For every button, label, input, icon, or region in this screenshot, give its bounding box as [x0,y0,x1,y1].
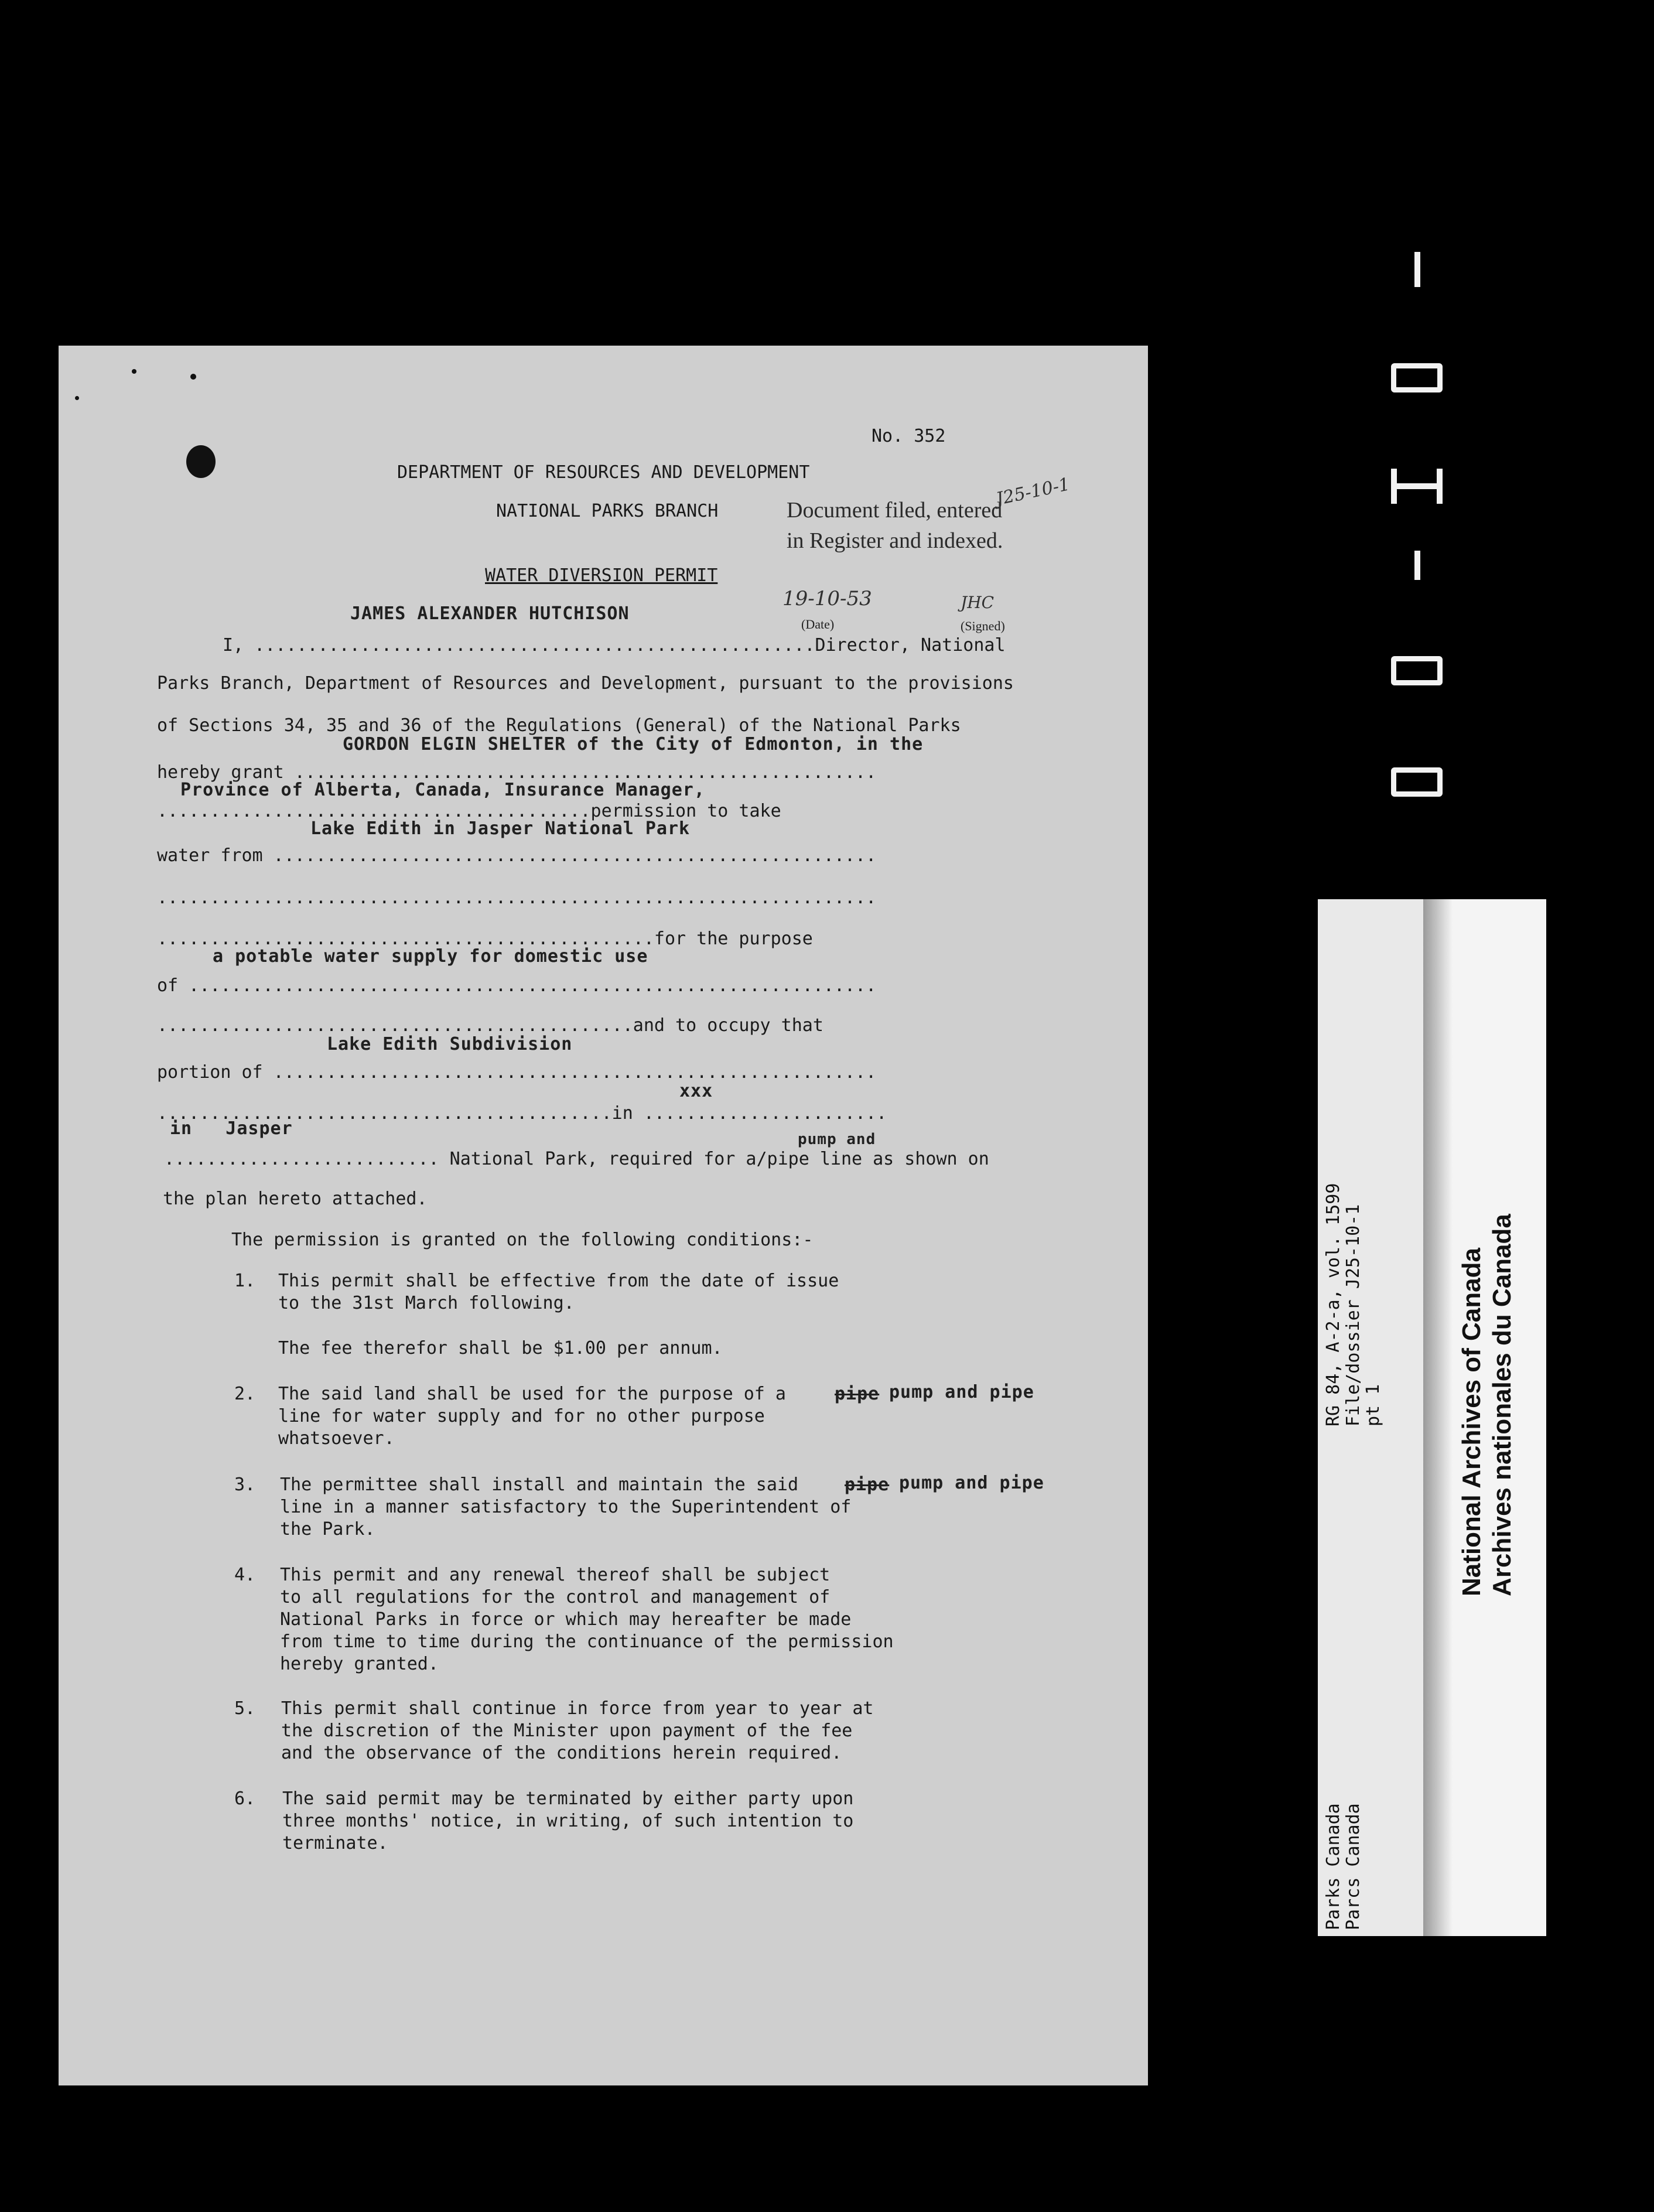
condition-number: 5. [234,1698,256,1719]
line-blank: .................................................................... [157,887,877,908]
archive-reference-line3: pt 1 [1363,1384,1383,1426]
agency-english: Parks Canada [1323,1803,1344,1930]
condition-text: This permit shall continue in force from year to year at [281,1698,874,1719]
line-sections: of Sections 34, 35 and 36 of the Regulations (General) of the National Parks [157,715,961,736]
archive-label [1318,899,1546,1936]
signed-label: (Signed) [961,619,1005,633]
frame-mark-h [1391,469,1443,504]
water-source: Lake Edith in Jasper National Park [310,818,691,839]
struck-word: pipe [845,1474,890,1495]
line-i-director: I, .....................................................Director, National [223,635,1006,656]
condition-text: whatsoever. [278,1428,395,1449]
date-label: (Date) [801,617,835,631]
frame-mark-line [1414,252,1420,287]
line-occupy: .............................................and to occupy that [157,1015,823,1036]
frame-marks [1382,246,1453,808]
agency-french: Parcs Canada [1343,1803,1363,1930]
line-plan-attached: the plan hereto attached. [163,1189,428,1209]
condition-text: line in a manner satisfactory to the Superintendent of [280,1497,852,1517]
handwritten-file-ref: J25-10-1 [994,474,1072,510]
condition-text: The said land shall be used for the purpose of a [278,1384,786,1404]
conditions-intro: The permission is granted on the following conditions:- [231,1230,814,1250]
archive-reference-line1: RG 84, A-2-a, vol. 1599 [1323,1183,1344,1426]
condition-text: The permittee shall install and maintain the said [280,1474,799,1495]
branch-heading: NATIONAL PARKS BRANCH [496,501,719,521]
condition-text: to the 31st March following. [278,1293,575,1313]
permit-number: No. 352 [872,426,946,446]
archives-name-english: National Archives of Canada [1457,1248,1486,1596]
line-in: ...........................................in ....................... [157,1103,887,1124]
speck [75,396,79,400]
speck [190,374,196,380]
filed-stamp-line2: in Register and indexed. [787,528,1003,553]
typed-correction: pump and pipe [889,1382,1034,1402]
condition-text: the discretion of the Minister upon payment of the fee [281,1721,853,1741]
department-heading: DEPARTMENT OF RESOURCES AND DEVELOPMENT [397,462,810,483]
filed-stamp-line1: Document filed, entered [787,498,1003,523]
speck [132,369,136,374]
pump-and-insert: pump and [798,1131,876,1148]
line-hereby-grant: hereby grant ....................................................... [157,762,877,783]
condition-text: and the observance of the conditions herein required. [281,1743,842,1763]
purpose-text: a potable water supply for domestic use [213,946,648,967]
grantee-name: GORDON ELGIN SHELTER of the City of Edmonton, in the [343,734,924,755]
condition-text: This permit shall be effective from the date of issue [278,1271,839,1291]
line-national-park: .......................... National Park, required for a/pipe line as shown on [164,1149,989,1169]
typed-correction: pump and pipe [899,1473,1044,1493]
condition-text: line for water supply and for no other purpose [278,1406,765,1426]
frame-mark-zero [1391,656,1443,685]
condition-text: This permit and any renewal thereof shall be subject [280,1565,831,1585]
condition-text: The said permit may be terminated by either party upon [282,1788,854,1809]
line-water-from: water from ......................................................... [157,845,877,866]
punch-hole [186,445,216,478]
director-name: JAMES ALEXANDER HUTCHISON [350,603,630,624]
xxx-marker: xxx [679,1081,713,1101]
grantee-province: Province of Alberta, Canada, Insurance Manager, [180,780,705,800]
label-fold [1423,899,1453,1936]
condition-text: the Park. [280,1519,375,1539]
handwritten-date: 19-10-53 [782,587,872,610]
condition-number: 4. [234,1565,256,1585]
condition-number: 2. [234,1384,256,1404]
archive-reference-line2: File/dossier J25-10-1 [1343,1204,1363,1426]
handwritten-initials: JHC [961,593,995,612]
park-name: in Jasper [170,1118,293,1139]
frame-mark-zero [1391,767,1443,797]
permit-title: WATER DIVERSION PERMIT [485,565,718,586]
line-purpose: ...............................................for the purpose [157,929,813,949]
line-parks-branch: Parks Branch, Department of Resources and Development, pursuant to the provisions [157,673,1014,694]
condition-text: National Parks in force or which may hereafter be made [280,1609,852,1630]
subdivision-name: Lake Edith Subdivision [327,1034,573,1054]
frame-mark-line [1414,551,1420,580]
frame-mark-zero [1391,363,1443,392]
line-portion: portion of ......................................................... [157,1062,877,1083]
condition-number: 3. [234,1474,256,1495]
condition-text: from time to time during the continuance of the permission [280,1631,894,1652]
condition-text: hereby granted. [280,1654,439,1674]
condition-text: three months' notice, in writing, of such intention to [282,1811,854,1831]
condition-text: terminate. [282,1833,388,1853]
archives-name-french: Archives nationales du Canada [1488,1214,1516,1596]
document-page [59,346,1148,2085]
condition-fee: The fee therefor shall be $1.00 per annum. [278,1338,723,1358]
struck-word: pipe [835,1384,880,1404]
condition-number: 6. [234,1788,256,1809]
condition-number: 1. [234,1271,256,1291]
line-permission: .........................................permission to take [157,801,781,821]
condition-text: to all regulations for the control and management of [280,1587,831,1607]
line-of: of ................................................................. [157,975,877,996]
